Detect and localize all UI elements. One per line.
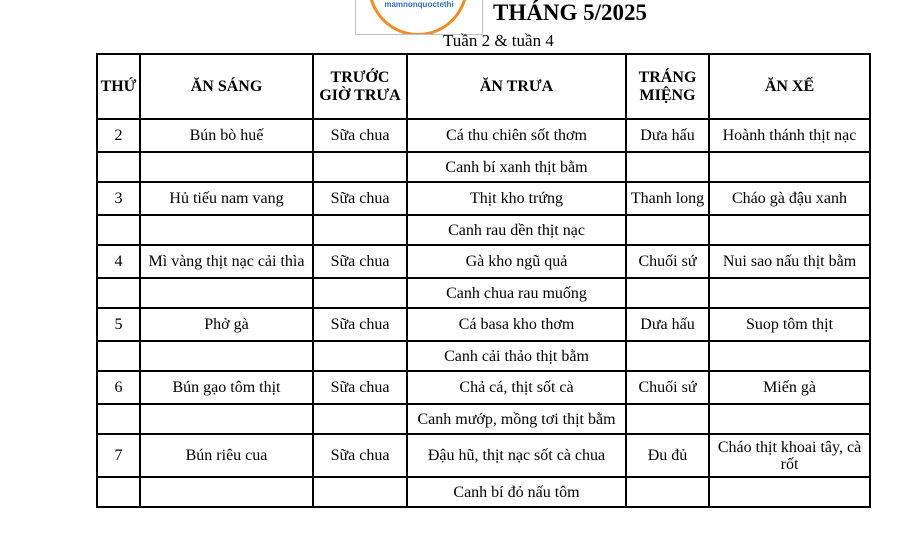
empty-cell <box>626 341 709 371</box>
school-logo <box>355 0 483 35</box>
snack-cell: Hoành thánh thịt nạc <box>709 119 870 152</box>
table-row <box>97 245 870 278</box>
snack-cell: Cháo thịt khoai tây, cà rốt <box>709 434 870 477</box>
breakfast-cell: Bún riêu cua <box>140 434 313 477</box>
lunch-cell: Đậu hũ, thịt nạc sốt cà chua <box>407 434 626 477</box>
empty-cell <box>709 152 870 182</box>
snack-cell: Miến gà <box>709 371 870 404</box>
pre-lunch-cell: Sữa chua <box>313 119 407 152</box>
pre-lunch-cell: Sữa chua <box>313 308 407 341</box>
lunch-cell: Chả cá, thịt sốt cà <box>407 371 626 404</box>
empty-cell <box>313 341 407 371</box>
pre-lunch-cell: Sữa chua <box>313 245 407 278</box>
soup-cell: Canh bí đỏ nấu tôm <box>407 477 626 507</box>
empty-cell <box>626 404 709 434</box>
empty-cell <box>626 215 709 245</box>
soup-cell: Canh mướp, mồng tơi thịt bằm <box>407 404 626 434</box>
day-cell: 7 <box>97 434 140 477</box>
day-cell: 3 <box>97 182 140 215</box>
col-header-dessert: TRÁNG MIỆNG <box>626 54 709 119</box>
empty-cell <box>97 215 140 245</box>
day-cell: 2 <box>97 119 140 152</box>
empty-cell <box>140 404 313 434</box>
table-row <box>97 119 870 152</box>
table-row <box>97 434 870 477</box>
dessert-cell: Đu đủ <box>626 434 709 477</box>
empty-cell <box>709 404 870 434</box>
empty-cell <box>97 152 140 182</box>
snack-cell: Suop tôm thịt <box>709 308 870 341</box>
dessert-cell: Dưa hấu <box>626 308 709 341</box>
empty-cell <box>140 152 313 182</box>
empty-cell <box>709 341 870 371</box>
dessert-cell: Chuối sứ <box>626 371 709 404</box>
menu-table <box>96 53 871 508</box>
day-cell: 4 <box>97 245 140 278</box>
empty-cell <box>709 477 870 507</box>
empty-cell <box>626 278 709 308</box>
table-row <box>97 182 870 215</box>
snack-cell: Cháo gà đậu xanh <box>709 182 870 215</box>
empty-cell <box>140 278 313 308</box>
soup-cell: Canh bí xanh thịt bằm <box>407 152 626 182</box>
dessert-cell: Dưa hấu <box>626 119 709 152</box>
breakfast-cell: Phở gà <box>140 308 313 341</box>
empty-cell <box>97 341 140 371</box>
col-header-breakfast: ĂN SÁNG <box>140 54 313 119</box>
table-row <box>97 308 870 341</box>
empty-cell <box>313 215 407 245</box>
day-cell: 5 <box>97 308 140 341</box>
col-header-day: THỨ <box>97 54 140 119</box>
lunch-cell: Gà kho ngũ quả <box>407 245 626 278</box>
lunch-cell: Cá thu chiên sốt thơm <box>407 119 626 152</box>
empty-cell <box>709 278 870 308</box>
pre-lunch-cell: Sữa chua <box>313 434 407 477</box>
day-cell: 6 <box>97 371 140 404</box>
table-row-soup <box>97 152 870 182</box>
empty-cell <box>626 477 709 507</box>
logo-text: mamnonquoctethi <box>384 0 454 9</box>
empty-cell <box>313 152 407 182</box>
dessert-cell: Thanh long <box>626 182 709 215</box>
soup-cell: Canh chua rau muống <box>407 278 626 308</box>
lunch-cell: Cá basa kho thơm <box>407 308 626 341</box>
empty-cell <box>140 341 313 371</box>
breakfast-cell: Bún bò huế <box>140 119 313 152</box>
table-row-soup <box>97 215 870 245</box>
breakfast-cell: Bún gạo tôm thịt <box>140 371 313 404</box>
empty-cell <box>97 404 140 434</box>
table-row-soup <box>97 404 870 434</box>
pre-lunch-cell: Sữa chua <box>313 371 407 404</box>
soup-cell: Canh rau dền thịt nạc <box>407 215 626 245</box>
empty-cell <box>97 278 140 308</box>
menu-table-header <box>97 54 870 119</box>
empty-cell <box>140 215 313 245</box>
empty-cell <box>709 215 870 245</box>
table-row-soup <box>97 477 870 507</box>
page-title: THÁNG 5/2025 <box>493 0 647 25</box>
empty-cell <box>313 477 407 507</box>
page-subtitle: Tuần 2 & tuần 4 <box>443 31 554 50</box>
col-header-lunch: ĂN TRƯA <box>407 54 626 119</box>
breakfast-cell: Hủ tiếu nam vang <box>140 182 313 215</box>
snack-cell: Nui sao nấu thịt bằm <box>709 245 870 278</box>
table-row-soup <box>97 341 870 371</box>
empty-cell <box>97 477 140 507</box>
empty-cell <box>626 152 709 182</box>
dessert-cell: Chuối sứ <box>626 245 709 278</box>
table-row-soup <box>97 278 870 308</box>
lunch-cell: Thịt kho trứng <box>407 182 626 215</box>
pre-lunch-cell: Sữa chua <box>313 182 407 215</box>
table-row <box>97 371 870 404</box>
breakfast-cell: Mì vàng thịt nạc cải thìa <box>140 245 313 278</box>
empty-cell <box>313 278 407 308</box>
col-header-snack: ĂN XẾ <box>709 54 870 119</box>
menu-table-body <box>97 119 870 507</box>
col-header-pre-lunch: TRƯỚC GIỜ TRƯA <box>313 54 407 119</box>
soup-cell: Canh cải thảo thịt bằm <box>407 341 626 371</box>
empty-cell <box>313 404 407 434</box>
empty-cell <box>140 477 313 507</box>
